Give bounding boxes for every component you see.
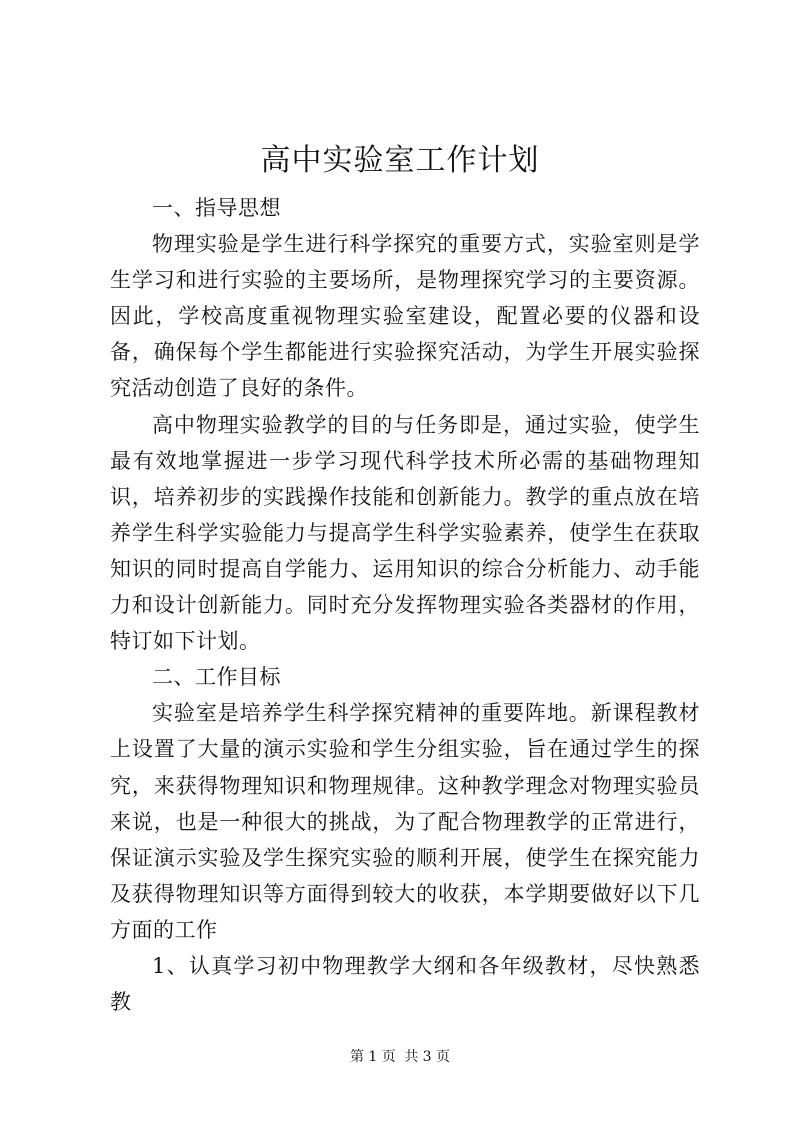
page-number: 第 1 页 (349, 1049, 396, 1065)
body-paragraph: 实验室是培养学生科学探究精神的重要阵地。新课程教材上设置了大量的演示实验和学生分组实验，旨在通过学生的探究，来获得物理知识和物理规律。这种教学理念对物理实验员来说，也是一种很大的挑战，为了配合物理教学的正常进行，保证演示实验及学生探究实验的顺利开展，使学生在探究能力及获得物理知识等方面得到较大的收获，本学期要做好以下几方面的工作 (110, 701, 700, 942)
document-body (110, 190, 700, 1020)
body-paragraph: 1、认真学习初中物理教学大纲和各年级教材，尽快熟悉教 (110, 953, 700, 1015)
section-work-goals (110, 659, 700, 1020)
body-paragraph: 高中物理实验教学的目的与任务即是，通过实验，使学生最有效地掌握进一步学习现代科学技术所必需的基础物理知识，培养初步的实践操作技能和创新能力。教学的重点放在培养学生科学实验能力与提高学生科学实验素养，使学生在获取知识的同时提高自学能力、运用知识的综合分析能力、动手能力和设计创新能力。同时充分发挥物理实验各类器材的作用，特订如下计划。 (110, 412, 700, 654)
document-title: 高中实验室工作计划 (260, 143, 540, 178)
section-heading: 一、指导思想 (152, 196, 281, 220)
page-total: 共 3 页 (404, 1049, 451, 1065)
section-guiding-ideology (110, 190, 700, 659)
section-heading: 二、工作目标 (152, 665, 281, 690)
page-footer (0, 1047, 800, 1067)
body-paragraph: 物理实验是学生进行科学探究的重要方式，实验室则是学生学习和进行实验的主要场所，是物理探究学习的主要资源。因此，学校高度重视物理实验室建设，配置必要的仪器和设备，确保每个学生都能进行实验探究活动，为学生开展实验探究活动创造了良好的条件。 (110, 232, 700, 401)
